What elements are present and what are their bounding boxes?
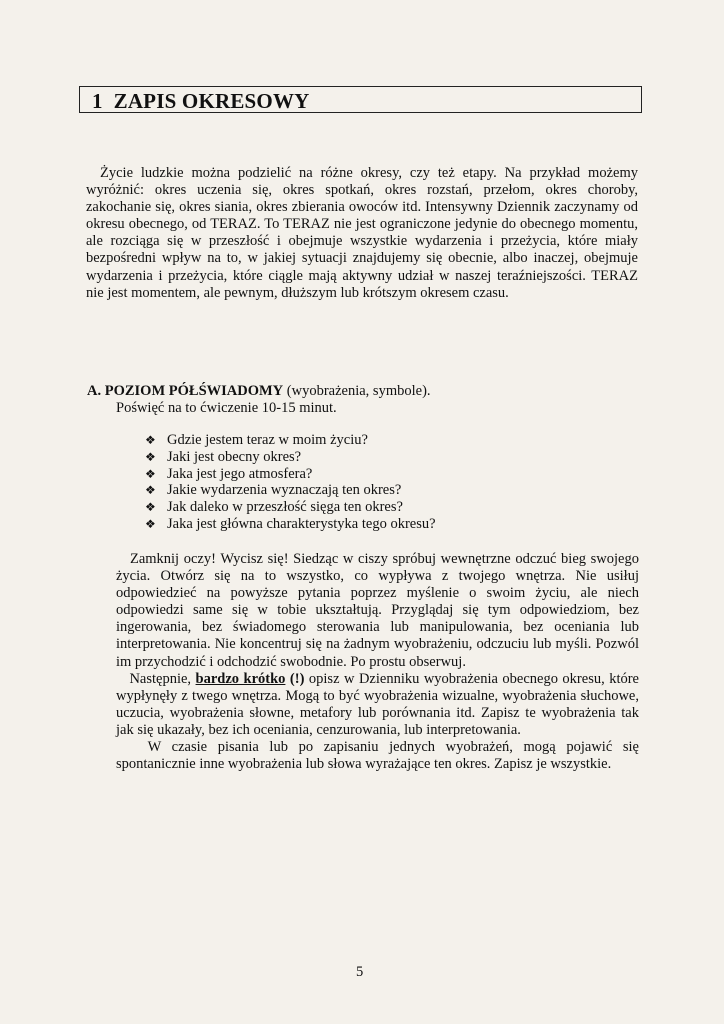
instr-line: odpowiedzi same się w tobie ukształtują. Przyglądaj się tym odpowiedziom, bez xyxy=(116,602,639,619)
time-note: Poświęć na to ćwiczenie 10-15 minut. xyxy=(116,400,337,416)
list-item: ❖ Jaka jest główna charakterystyka tego okresu? xyxy=(145,515,436,532)
bullet-icon: ❖ xyxy=(145,500,156,515)
instr-line: ingerowania, bez świadomego sterowania lub manipulowania, bez oceniania lub xyxy=(116,619,639,636)
instructions-paragraph xyxy=(116,551,639,773)
intro-line: wyróżnić: okres uczenia się, okres spotkań, okres rozstań, przełom, okres choroby, xyxy=(86,182,638,199)
bullet-icon: ❖ xyxy=(145,433,156,447)
instr-line: wypłynęły z twego wnętrza. Mogą to być wyobrażenia wizualne, wyobrażenia słuchowe, xyxy=(116,687,639,704)
instr-line: jak się ukazały, bez ich oceniania, cenzurowania, lub interpretowania. xyxy=(116,721,521,738)
list-item: ❖ Jak daleko w przeszłość sięga ten okres? xyxy=(145,499,403,516)
instr-line: W czasie pisania lub po zapisaniu jednych wyobrażeń, mogą pojawić się xyxy=(116,739,639,756)
bullet-icon: ❖ xyxy=(145,516,156,531)
intro-line: Życie ludzkie można podzielić na różne okresy, czy też etapy. Na przykład możemy xyxy=(100,165,638,181)
instr-line: życia. Otwórz się na to wszystko, co wypływa z twojego wnętrza. Nie usiłuj xyxy=(116,568,639,585)
chapter-heading-box xyxy=(79,86,642,113)
intro-line: ale rozciąga się w przeszłość i obejmuje wszystkie wydarzenia i przeżycia, które miały xyxy=(86,233,638,250)
instr-line: interpretowania. Nie koncentruj się na żadnym wyobrażeniu, odczuciu lub myśli. Pozwól xyxy=(116,636,639,653)
instr-line: spontanicznie inne wyobrażenia lub słowa wyrażające ten okres. Zapisz je wszystkie. xyxy=(116,756,612,773)
section-a-subtitle: (wyobrażenia, symbole). xyxy=(283,383,431,399)
intro-line: okresu obecnego, od TERAZ. To TERAZ nie jest ograniczone jedynie do obecnego momentu, xyxy=(86,216,638,233)
instr-line: odpowiedzieć na powyższe pytania poprzez myślenie o swoim życiu, ale niech xyxy=(116,585,639,602)
intro-line: nie jest momentem, ale pewnym, dłuższym lub krótszym okresem czasu. xyxy=(86,284,509,301)
chapter-heading: 1 ZAPIS OKRESOWY xyxy=(92,89,310,113)
intro-line: bezpośredni wpływ na to, w jakiej sytuacji znajdujemy się obecnie, albo inaczej, obejmuje xyxy=(86,250,638,267)
instr-line: Zamknij oczy! Wycisz się! Siedząc w ciszy spróbuj wewnętrzne odczuć bieg swojego xyxy=(116,551,639,567)
page-number: 5 xyxy=(356,964,364,980)
instr-line: uczucia, wyobrażenia słowne, metafory lub porównania itd. Zapisz te wyobrażenia tak xyxy=(116,704,639,721)
bullet-icon: ❖ xyxy=(145,483,156,498)
bullet-icon: ❖ xyxy=(145,449,156,464)
intro-line: wydarzenia i przeżycia, które ciągle mają aktywny udział w naszej teraźniejszości. TERAZ xyxy=(86,267,638,284)
section-a-heading xyxy=(87,383,639,400)
list-item: ❖ Gdzie jestem teraz w moim życiu? xyxy=(145,432,368,448)
list-item: ❖ Jakie wydarzenia wyznaczają ten okres? xyxy=(145,482,402,499)
emphasis-bold: bardzo krótko xyxy=(195,670,286,687)
bullet-icon: ❖ xyxy=(145,466,156,481)
question-list xyxy=(145,432,436,533)
intro-line: zakochanie się, okres siania, okres zbierania owoców itd. Intensywny Dziennik zaczynamy od xyxy=(86,199,638,216)
next-line: Następnie, bardzo krótko (!) opisz w Dzienniku wyobrażenia obecnego okresu, które xyxy=(116,670,639,687)
section-a-title: A. POZIOM PÓŁŚWIADOMY xyxy=(87,383,284,399)
instr-line: im przychodzić i odchodzić swobodnie. Po prostu obserwuj. xyxy=(116,653,466,670)
intro-paragraph xyxy=(86,165,638,302)
list-item: ❖ Jaki jest obecny okres? xyxy=(145,448,302,465)
list-item: ❖ Jaka jest jego atmosfera? xyxy=(145,465,313,482)
